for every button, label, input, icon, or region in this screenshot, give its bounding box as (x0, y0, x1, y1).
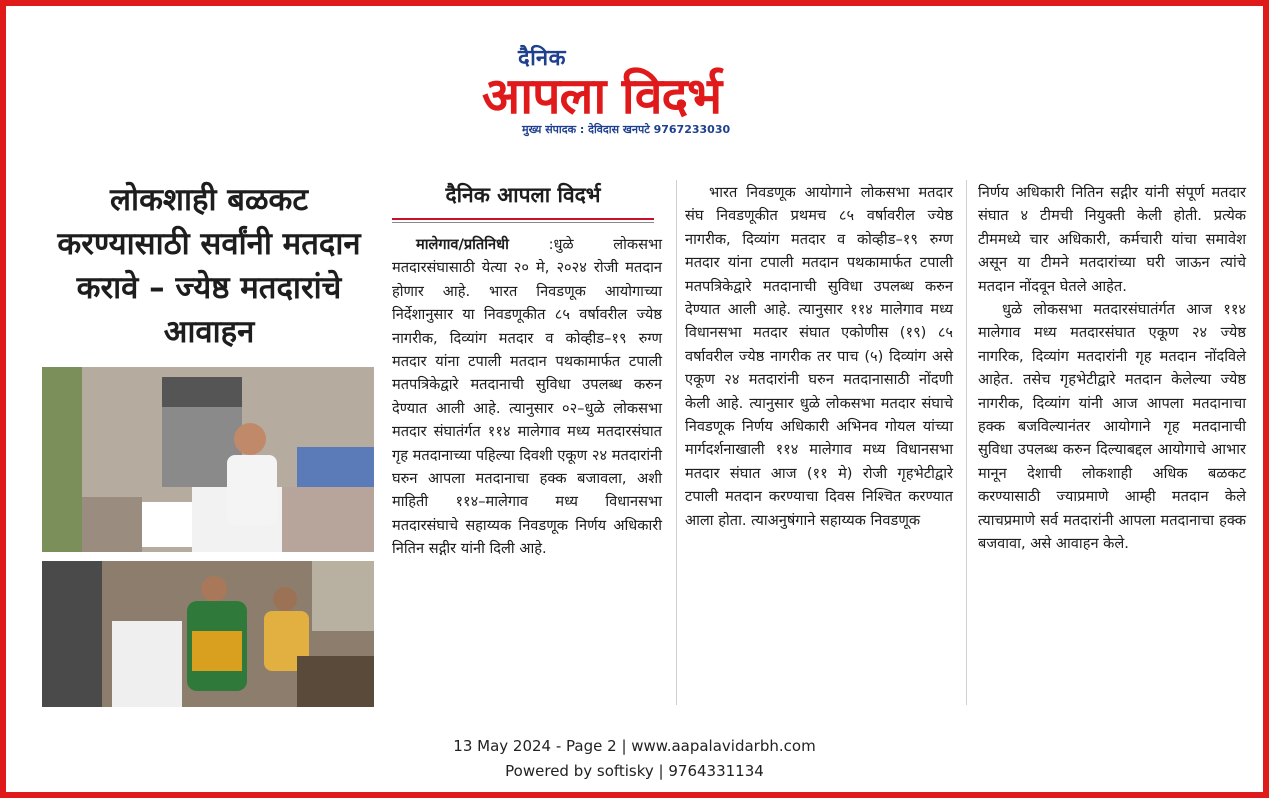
photo-illustration (42, 367, 374, 552)
column-divider (676, 180, 677, 705)
heading-rule (392, 218, 654, 220)
photo-elderly-women-voting (42, 561, 374, 707)
masthead-brand: आपला विदर्भ (482, 67, 722, 125)
photo-illustration-2 (42, 561, 374, 707)
masthead (440, 40, 820, 140)
heading-rule-thin (392, 222, 654, 223)
article-col2-text: भारत निवडणूक आयोगाने लोकसभा मतदार संघ निवडणूकीत प्रथमच ८५ वर्षावरील ज्येष्ठ नागरीक, दिव्यांग मतदार व कोव्हीड–१९ रुग्ण मतदार यांना टपाली मतदान पथकामार्फत टपाली मतपत्रिकेद्वारे मतदानाची सुविधा उपलब्ध करुन देण्यात आली आहे. त्यानुसार ११४ मालेगाव मध्य विधानसभा मतदार संघात एकोणीस (१९) ८५ वर्षावरील ज्येष्ठ नागरीक तर पाच (५) दिव्यांग असे एकूण २४ मतदारांनी घरुन मतदानासाठी नोंदणी केली आहे. त्यानुसार धुळे लोकसभा मतदार संघाचे निवडणूक निर्णय अधिकारी अभिनव गोयल यांच्या मार्गदर्शनाखाली ११४ मालेगाव मध्य विधानसभा मतदार संघात आज (११ मे) रोजी गृहभेटीद्वारे टपाली मतदान करण्याचा दिवस निश्चित करण्यात आला होता. त्याअनुषंगाने सहाय्यक निवडणूक (685, 184, 953, 529)
footer-page-info: 13 May 2024 - Page 2 | www.aapalavidarbh.com (453, 737, 816, 755)
article-column-3 (978, 181, 1246, 556)
masthead-dainik: दैनिक (518, 46, 566, 71)
article-col1-text: :धुळे लोकसभा मतदारसंघासाठी येत्या २० मे, २०२४ रोजी मतदान होणार आहे. भारत निवडणूक आयोगाच्या निर्देशानुसार या निवडणूकीत ८५ वर्षावरील ज्येष्ठ नागरीक, दिव्यांग मतदार व कोव्हीड–१९ रुग्ण मतदार यांना टपाली मतदान पथकामार्फत टपाली मतपत्रिकेद्वारे मतदानाची सुविधा उपलब्ध करुन देण्यात आली आहे. त्यानुसार ०२–धुळे लोकसभा मतदार संघातंर्गत ११४ मालेगाव मध्य मतदारसंघात गृह मतदानाच्या पहिल्या दिवशी एकूण २४ मतदारांनी घरुन आपला मतदानाचा हक्क बजावला, अशी माहिती ११४–मालेगाव मध्य विधानसभा मतदारसंघाचे सहाय्यक निवडणूक निर्णय अधिकारी नितिन सद्गीर यांनी दिली आहे. (392, 236, 662, 558)
article-column-1 (392, 233, 662, 561)
article-column-2 (685, 181, 953, 532)
masthead-editor-line: मुख्य संपादक : देविदास खनपटे 9767233030 (522, 123, 731, 136)
photo-elderly-man-voting (42, 367, 374, 552)
article-col3-paragraph-2: धुळे लोकसभा मतदारसंघातंर्गत आज ११४ मालेगाव मध्य मतदारसंघात एकूण २४ ज्येष्ठ नागरिक, दिव्यांग मतदारांनी गृह मतदान नोंदविले आहेत. तसेच गृहभेटीद्वारे मतदान केलेल्या ज्येष्ठ नागरीक, दिव्यांग यांनी आज आपला मतदानाचा हक्क बजविल्यानंतर आयोगाने गृह मतदानाची सुविधा उपलब्ध करुन दिल्याबद्दल आयोगाचे आभार मानून देशाची लोकशाही अधिक बळकट करण्यासाठी ज्याप्रमाणे आम्ही मतदान केले त्याचप्रमाणे सर्व मतदारांनी आपला मतदानाचा हक्क बजवावा, असे आवाहन केले. (978, 301, 1246, 553)
column-heading: दैनिक आपला विदर्भ (445, 183, 601, 207)
column-divider (966, 180, 967, 705)
footer-powered-by: Powered by softisky | 9764331134 (505, 762, 764, 780)
article-headline: लोकशाही बळकट करण्यासाठी सर्वांनी मतदान करावे – ज्येष्ठ मतदारांचे आवाहन (57, 182, 361, 350)
article-col3-paragraph-1: निर्णय अधिकारी नितिन सद्गीर यांनी संपूर्ण मतदार संघात ४ टीमची नियुक्ती केली होती. प्रत्येक टीममध्ये चार अधिकारी, कर्मचारी यांचा समावेश असून या टीमने मतदारांच्या घरी जाऊन त्यांचे मतदान नोंदवून घेतले आहेत. (978, 184, 1246, 295)
article-dateline: मालेगाव/प्रतिनिधी (416, 236, 509, 253)
